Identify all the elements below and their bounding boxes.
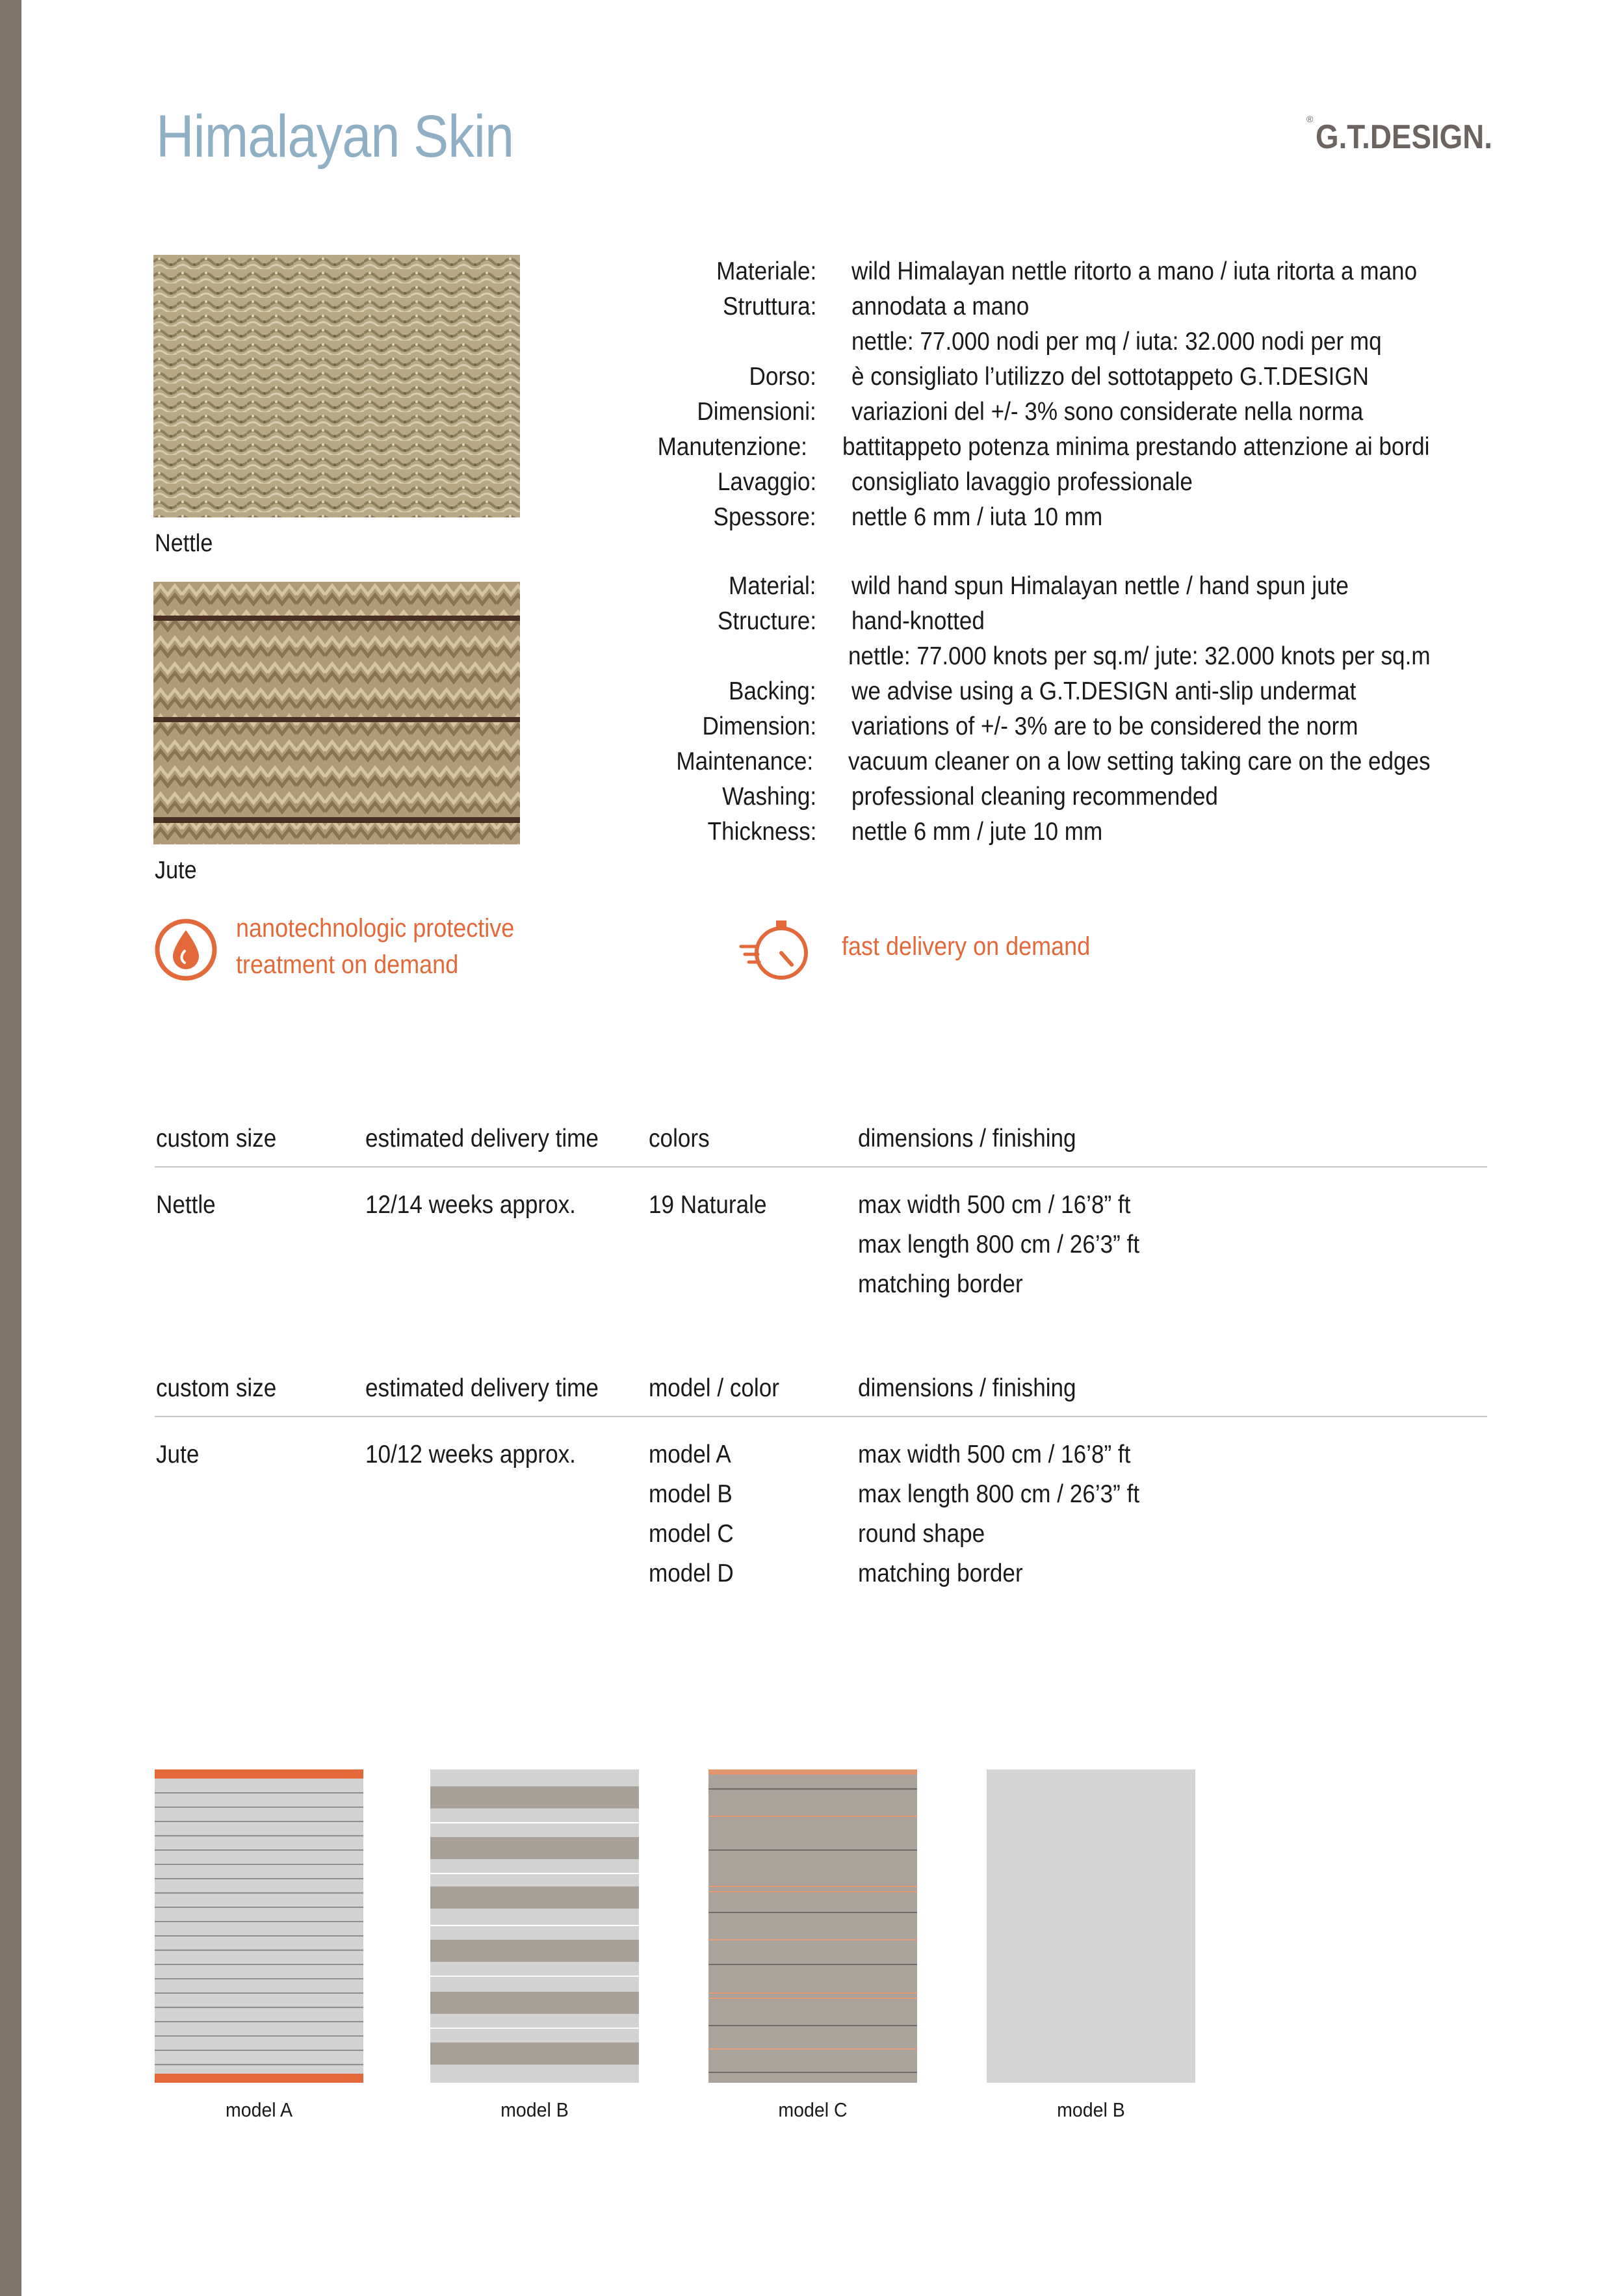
spec-row — [585, 363, 1495, 398]
model-label: model B — [1057, 2098, 1125, 2121]
spec-row — [585, 572, 1495, 607]
dimension-line: max width 500 cm / 16’8” ft — [858, 1441, 1131, 1468]
model-a-illustration — [155, 1769, 363, 2083]
brand-wordmark: G.T.DESIGN. — [1316, 118, 1492, 156]
spec-value: nettle 6 mm / iuta 10 mm — [851, 503, 1103, 531]
spec-key: Structure: — [717, 607, 816, 635]
header-cell: estimated delivery time — [365, 1125, 599, 1153]
dimension-line: max width 500 cm / 16’8” ft — [858, 1191, 1131, 1219]
header-cell: custom size — [156, 1374, 277, 1402]
header-cell: dimensions / finishing — [858, 1374, 1076, 1402]
model-line: model C — [649, 1520, 734, 1548]
row-models — [649, 1441, 734, 1599]
dimension-line: max length 800 cm / 26’3” ft — [858, 1231, 1140, 1259]
specs-english — [585, 572, 1495, 853]
stopwatch-icon — [740, 913, 812, 989]
spec-value: nettle: 77.000 knots per sq.m/ jute: 32.000 knots per sq.m — [848, 642, 1431, 670]
table-header — [155, 1374, 1487, 1417]
row-delivery: 10/12 weeks approx. — [365, 1441, 576, 1468]
spec-row — [585, 398, 1495, 433]
header-cell: colors — [649, 1125, 710, 1153]
header-cell: model / color — [649, 1374, 779, 1402]
spec-key: Lavaggio: — [717, 468, 816, 496]
dimension-line: round shape — [858, 1520, 985, 1548]
spec-key: Washing: — [721, 783, 816, 811]
jute-table — [155, 1374, 1487, 1587]
spec-key: Dimension: — [702, 712, 816, 740]
svg-text:®: ® — [1306, 114, 1314, 124]
spec-row — [585, 748, 1495, 783]
spec-value: nettle 6 mm / jute 10 mm — [851, 818, 1103, 846]
spec-key: Backing: — [729, 677, 816, 705]
spec-key: Thickness: — [707, 818, 816, 846]
spec-row — [585, 257, 1495, 293]
spec-row — [585, 677, 1495, 712]
row-color: 19 Naturale — [649, 1191, 767, 1219]
water-drop-icon — [153, 917, 218, 985]
spec-row — [585, 712, 1495, 748]
side-strip — [0, 0, 21, 2296]
spec-key: Manutenzione: — [657, 433, 808, 461]
spec-row — [585, 642, 1495, 677]
nettle-swatch-image — [153, 255, 520, 517]
feature-line: nanotechnologic protective — [236, 914, 515, 943]
model-c-illustration — [708, 1769, 917, 2083]
header-cell: estimated delivery time — [365, 1374, 599, 1402]
spec-value: nettle: 77.000 nodi per mq / iuta: 32.000 nodi per mq — [851, 328, 1382, 356]
spec-row — [585, 607, 1495, 642]
spec-row — [585, 293, 1495, 328]
row-name: Nettle — [156, 1191, 216, 1219]
row-name: Jute — [156, 1441, 200, 1468]
spec-value: è consigliato l’utilizzo del sottotappeto G.T.DESIGN — [851, 363, 1369, 391]
spec-value: hand-knotted — [851, 607, 985, 635]
spec-value: annodata a mano — [851, 293, 1030, 320]
specs-italian — [585, 257, 1495, 538]
jute-label: Jute — [155, 857, 197, 884]
row-dimensions — [858, 1441, 1139, 1599]
spec-value: variations of +/- 3% are to be considered the norm — [851, 712, 1358, 740]
spec-key: Dorso: — [749, 363, 816, 391]
table-header — [155, 1125, 1487, 1168]
spec-value: variazioni del +/- 3% sono considerate nella norma — [851, 398, 1364, 426]
spec-key: Spessore: — [713, 503, 816, 531]
spec-value: wild Himalayan nettle ritorto a mano / iuta ritorta a mano — [851, 257, 1418, 285]
header-cell: dimensions / finishing — [858, 1125, 1076, 1153]
model-line: model A — [649, 1441, 731, 1468]
spec-key: Material: — [729, 572, 816, 600]
nettle-label: Nettle — [155, 530, 213, 557]
feature-line: treatment on demand — [236, 950, 459, 979]
model-label: model B — [500, 2098, 569, 2121]
spec-row — [585, 503, 1495, 538]
spec-value: we advise using a G.T.DESIGN anti-slip undermat — [851, 677, 1357, 705]
spec-key: Maintenance: — [676, 748, 813, 776]
spec-value: professional cleaning recommended — [851, 783, 1218, 811]
nettle-table — [155, 1125, 1487, 1298]
dimension-line: matching border — [858, 1559, 1023, 1587]
model-b-illustration — [430, 1769, 639, 2083]
model-label: model A — [225, 2098, 293, 2121]
spec-value: battitappeto potenza minima prestando attenzione ai bordi — [842, 433, 1430, 461]
spec-key: Struttura: — [722, 293, 816, 320]
dimension-line: matching border — [858, 1270, 1023, 1298]
model-line: model B — [649, 1480, 733, 1508]
feature-nano-treatment — [236, 910, 514, 983]
brand-logo — [1306, 111, 1495, 156]
model-line: model D — [649, 1559, 734, 1587]
header-cell: custom size — [156, 1125, 277, 1153]
spec-value: vacuum cleaner on a low setting taking care on the edges — [848, 748, 1431, 776]
spec-key: Dimensioni: — [697, 398, 816, 426]
row-dimensions — [858, 1191, 1139, 1310]
jute-swatch-image — [153, 582, 520, 844]
row-delivery: 12/14 weeks approx. — [365, 1191, 576, 1219]
spec-row — [585, 783, 1495, 818]
dimension-line: max length 800 cm / 26’3” ft — [858, 1480, 1140, 1508]
page-title: Himalayan Skin — [156, 103, 514, 170]
spec-row — [585, 433, 1495, 468]
feature-fast-delivery: fast delivery on demand — [842, 932, 1091, 961]
model-d-illustration — [987, 1769, 1195, 2083]
spec-row — [585, 328, 1495, 363]
spec-value: wild hand spun Himalayan nettle / hand spun jute — [851, 572, 1349, 600]
spec-value: consigliato lavaggio professionale — [851, 468, 1193, 496]
spec-row — [585, 468, 1495, 503]
spec-key: Materiale: — [716, 257, 816, 285]
spec-row — [585, 818, 1495, 853]
model-label: model C — [778, 2098, 848, 2121]
